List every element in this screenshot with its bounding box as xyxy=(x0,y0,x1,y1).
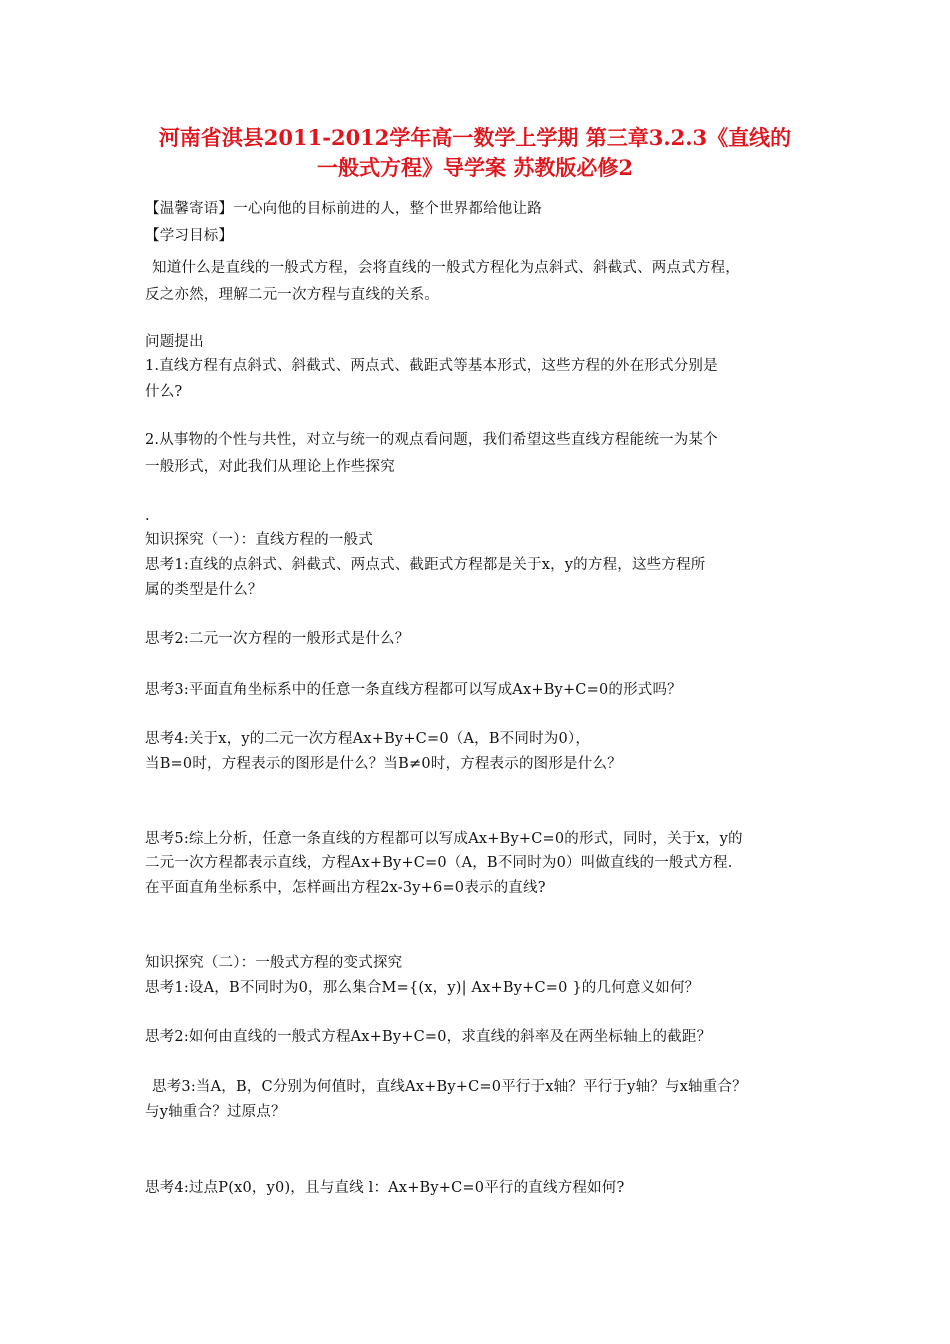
k1-think-4-line-2: 当B=0时，方程表示的图形是什么？当B≠0时，方程表示的图形是什么？ xyxy=(145,756,622,772)
question-2-line-2: 一般形式，对此我们从理论上作些探究 xyxy=(145,459,395,475)
k2-think-2: 思考2:如何由直线的一般式方程Ax+By+C=0，求直线的斜率及在两坐标轴上的截距？ xyxy=(145,1029,712,1045)
stray-dot: . xyxy=(145,508,150,524)
greeting-text: 【温馨寄语】一心向他的目标前进的人，整个世界都给他让路 xyxy=(145,201,542,217)
goals-heading: 【学习目标】 xyxy=(145,228,234,244)
k1-think-3: 思考3:平面直角坐标系中的任意一条直线方程都可以写成Ax+By+C=0的形式吗？ xyxy=(145,682,682,698)
k1-think-5-line-3: 在平面直角坐标系中，怎样画出方程2x-3y+6=0表示的直线? xyxy=(145,880,546,896)
k1-think-4-line-1: 思考4:关于x，y的二元一次方程Ax+By+C=0（A，B不同时为0）， xyxy=(145,731,591,747)
question-1-line-1: 1.直线方程有点斜式、斜截式、两点式、截距式等基本形式，这些方程的外在形式分别是 xyxy=(145,358,718,374)
k2-think-3-line-1: 思考3:当A，B，C分别为何值时，直线Ax+By+C=0平行于x轴？平行于y轴？与x轴重合？ xyxy=(152,1079,747,1095)
k1-think-2: 思考2:二元一次方程的一般形式是什么？ xyxy=(145,631,410,647)
k2-think-3-line-2: 与y轴重合？过原点？ xyxy=(145,1104,286,1120)
k1-think-5-line-1: 思考5:综上分析，任意一条直线的方程都可以写成Ax+By+C=0的形式，同时，关于x，y的 xyxy=(145,831,743,847)
k2-think-4: 思考4:过点P(x0，y0)，且与直线 l：Ax+By+C=0平行的直线方程如何? xyxy=(145,1180,625,1196)
k1-think-5-line-2: 二元一次方程都表示直线，方程Ax+By+C=0（A，B不同时为0）叫做直线的一般式方程. xyxy=(145,855,733,871)
document-title-line-1: 河南省淇县2011-2012学年高一数学上学期 第三章3.2.3《直线的 xyxy=(158,125,792,150)
question-1-line-2: 什么? xyxy=(145,384,183,400)
problem-heading: 问题提出 xyxy=(145,334,204,350)
question-2-line-1: 2.从事物的个性与共性，对立与统一的观点看问题，我们希望这些直线方程能统一为某个 xyxy=(145,432,718,448)
goals-text-line-2: 反之亦然，理解二元一次方程与直线的关系。 xyxy=(145,287,439,303)
document-title-line-2: 一般式方程》导学案 苏教版必修2 xyxy=(317,155,633,180)
k1-think-1-line-1: 思考1:直线的点斜式、斜截式、两点式、截距式方程都是关于x，y的方程，这些方程所 xyxy=(145,557,706,573)
k2-think-1: 思考1:设A，B不同时为0，那么集合M={(x，y)| Ax+By+C=0 }的几何意义如何？ xyxy=(145,980,700,996)
k1-think-1-line-2: 属的类型是什么？ xyxy=(145,582,263,598)
goals-text-line-1: 知道什么是直线的一般式方程，会将直线的一般式方程化为点斜式、斜截式、两点式方程， xyxy=(152,260,740,276)
knowledge-2-heading: 知识探究（二）：一般式方程的变式探究 xyxy=(145,955,403,971)
knowledge-1-heading: 知识探究（一）：直线方程的一般式 xyxy=(145,532,373,548)
